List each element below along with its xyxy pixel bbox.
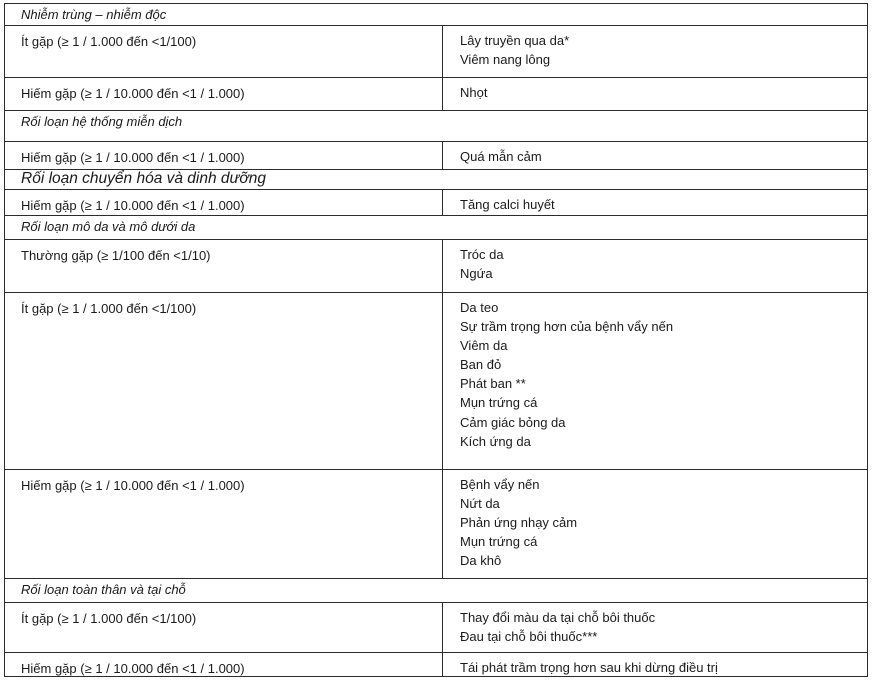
effect-item: Tái phát trầm trọng hơn sau khi dừng điều trị — [460, 660, 718, 675]
column-divider — [442, 142, 443, 169]
table-row — [4, 141, 868, 170]
section-title: Rối loạn chuyển hóa và dinh dưỡng — [21, 170, 266, 187]
effect-item: Phát ban ** — [460, 376, 526, 392]
column-divider — [442, 78, 443, 110]
effect-item: Tróc da — [460, 247, 504, 262]
effects-cell — [460, 608, 655, 646]
effect-item: Nứt da — [460, 496, 500, 512]
effect-item: Kích ứng da — [460, 433, 531, 449]
effect-item: Bệnh vẩy nến — [460, 477, 540, 492]
column-divider — [442, 190, 443, 215]
effect-item: Mụn trứng cá — [460, 395, 538, 411]
effect-item: Mụn trứng cá — [460, 534, 538, 550]
effects-cell — [460, 31, 569, 69]
effect-item: Đau tại chỗ bôi thuốc*** — [460, 629, 598, 645]
column-divider — [442, 26, 443, 77]
table-row — [4, 189, 868, 216]
column-divider — [442, 603, 443, 652]
column-divider — [442, 653, 443, 676]
table-row — [4, 652, 868, 677]
column-divider — [442, 293, 443, 469]
effects-cell — [460, 298, 673, 451]
effect-item: Quá mẫn cảm — [460, 149, 542, 164]
table-row — [4, 239, 868, 293]
frequency-cell: Hiếm gặp (≥ 1 / 10.000 đến <1 / 1.000) — [21, 198, 245, 213]
effect-item: Viêm da — [460, 338, 508, 354]
effect-item: Thay đổi màu da tại chỗ bôi thuốc — [460, 610, 656, 625]
section-header-row — [4, 215, 868, 240]
section-title: Rối loạn toàn thân và tại chỗ — [21, 582, 186, 597]
effects-cell — [460, 147, 542, 166]
frequency-cell: Hiếm gặp (≥ 1 / 10.000 đến <1 / 1.000) — [21, 86, 245, 101]
section-title: Rối loạn hệ thống miễn dịch — [21, 114, 183, 129]
effects-cell — [460, 475, 577, 570]
section-header-row — [4, 3, 868, 26]
column-divider — [442, 470, 443, 578]
effect-item: Cảm giác bỏng da — [460, 414, 566, 430]
table-row — [4, 469, 868, 579]
section-header-row — [4, 169, 868, 190]
section-title: Nhiễm trùng – nhiễm độc — [21, 7, 167, 22]
frequency-cell: Hiếm gặp (≥ 1 / 10.000 đến <1 / 1.000) — [21, 478, 245, 493]
effects-cell — [460, 195, 555, 214]
effect-item: Ngứa — [460, 266, 493, 282]
table-row — [4, 77, 868, 111]
table-row — [4, 25, 868, 78]
frequency-cell: Hiếm gặp (≥ 1 / 10.000 đến <1 / 1.000) — [21, 661, 245, 676]
effects-cell — [460, 658, 718, 677]
frequency-cell: Hiếm gặp (≥ 1 / 10.000 đến <1 / 1.000) — [21, 150, 245, 165]
effect-item: Ban đỏ — [460, 357, 502, 373]
section-header-row — [4, 578, 868, 603]
frequency-cell: Ít gặp (≥ 1 / 1.000 đến <1/100) — [21, 301, 197, 316]
frequency-cell: Thường gặp (≥ 1/100 đến <1/10) — [21, 248, 211, 263]
frequency-cell: Ít gặp (≥ 1 / 1.000 đến <1/100) — [21, 611, 197, 626]
effect-item: Nhọt — [460, 85, 488, 100]
effects-cell — [460, 83, 487, 102]
effect-item: Sự trầm trọng hơn của bệnh vẩy nến — [460, 319, 674, 335]
effect-item: Tăng calci huyết — [460, 197, 555, 212]
effect-item: Da teo — [460, 300, 499, 315]
effect-item: Phản ứng nhạy cảm — [460, 515, 578, 531]
table-row — [4, 602, 868, 653]
effects-cell — [460, 245, 504, 283]
table-row — [4, 292, 868, 470]
effect-item: Viêm nang lông — [460, 52, 551, 68]
frequency-cell: Ít gặp (≥ 1 / 1.000 đến <1/100) — [21, 34, 197, 49]
effect-item: Lây truyền qua da* — [460, 33, 570, 48]
column-divider — [442, 240, 443, 292]
section-title: Rối loạn mô da và mô dưới da — [21, 219, 196, 234]
effect-item: Da khô — [460, 553, 502, 569]
section-header-row — [4, 110, 868, 142]
